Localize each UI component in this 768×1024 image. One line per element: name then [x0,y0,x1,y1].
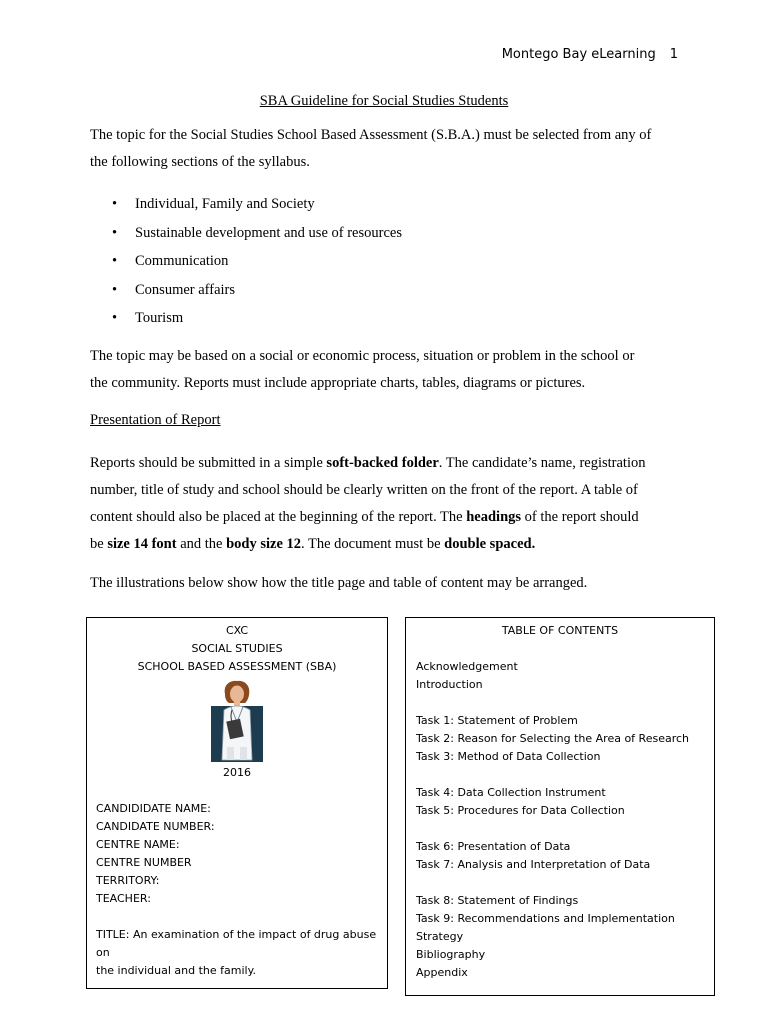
list-item: • Individual, Family and Society [90,190,402,219]
intro-line-2: the following sections of the syllabus. [90,154,310,170]
list-item: • Consumer affairs [90,276,402,305]
topic-line-2: the community. Reports must include appropriate charts, tables, diagrams or pictures. [90,375,586,391]
text-run: be [90,536,108,552]
text-run: content should also be placed at the beginning of the report. The [90,509,467,525]
page-header [502,47,678,62]
toc-heading: TABLE OF CONTENTS [501,624,619,637]
toc-item: Task 4: Data Collection Instrument [416,786,606,799]
intro-line-1: The topic for the Social Studies School Based Assessment (S.B.A.) must be selected from any of [90,127,652,143]
title-page-line-2: SOCIAL STUDIES [191,642,283,655]
text-run: . The document must be [301,536,445,552]
sba-title-line-1: TITLE: An examination of the impact of drug abuse on [96,928,377,959]
field-teacher: TEACHER: [96,892,151,905]
toc-item: Task 7: Analysis and Interpretation of Data [416,858,651,871]
sba-title-line-2: the individual and the family. [96,964,257,977]
title-page-line-3: SCHOOL BASED ASSESSMENT (SBA) [137,660,337,673]
list-item: • Tourism [90,304,402,333]
title-page-year: 2016 [223,766,251,779]
text-run: Reports should be submitted in a simple [90,455,327,471]
field-centre-number: CENTRE NUMBER [96,856,192,869]
topic-line-1: The topic may be based on a social or economic process, situation or problem in the school or [90,348,635,364]
toc-item: Introduction [416,678,483,691]
text-run: of the report should [521,509,639,525]
toc-item: Task 6: Presentation of Data [416,840,571,853]
doctor-clipart-icon [211,680,263,762]
bold-run: double spaced. [444,536,536,552]
table-of-contents-sample [405,617,715,996]
toc-item: Task 2: Reason for Selecting the Area of Research [416,732,690,745]
list-item: • Sustainable development and use of resources [90,219,402,248]
field-candidate-number: CANDIDATE NUMBER: [96,820,215,833]
syllabus-sections-list [90,190,402,333]
toc-item: Task 3: Method of Data Collection [416,750,601,763]
text-run: . The candidate’s name, registration [438,455,646,471]
list-item: • Communication [90,247,402,276]
page-number: 1 [669,47,678,62]
toc-item: Task 8: Statement of Findings [416,894,579,907]
running-title: Montego Bay eLearning [501,47,656,62]
field-candidate-name: CANDIDIDATE NAME: [96,802,211,815]
bold-run: soft-backed folder [326,455,439,471]
text-run: and the [176,536,227,552]
text-run: number, title of study and school should be clearly written on the front of the report. A table of [90,482,638,498]
presentation-heading: Presentation of Report [90,412,221,428]
toc-item: Task 5: Procedures for Data Collection [416,804,625,817]
bold-run: body size 12 [226,536,302,552]
bold-run: size 14 font [107,536,177,552]
toc-item: Acknowledgement [416,660,518,673]
field-centre-name: CENTRE NAME: [96,838,180,851]
toc-item: Appendix [416,966,468,979]
bold-run: headings [466,509,522,525]
toc-item: Task 1: Statement of Problem [416,714,578,727]
presentation-paragraph [90,450,690,558]
topic-paragraph [90,343,690,397]
intro-paragraph [90,122,690,176]
title-page-line-1: CXC [225,624,249,637]
illustration-note: The illustrations below show how the title page and table of content may be arranged. [90,575,588,591]
title-page-sample [86,617,388,989]
toc-item: Task 9: Recommendations and Implementation Strategy [416,912,675,943]
document-title: SBA Guideline for Social Studies Students [259,93,509,109]
toc-item: Bibliography [416,948,486,961]
field-territory: TERRITORY: [96,874,160,887]
